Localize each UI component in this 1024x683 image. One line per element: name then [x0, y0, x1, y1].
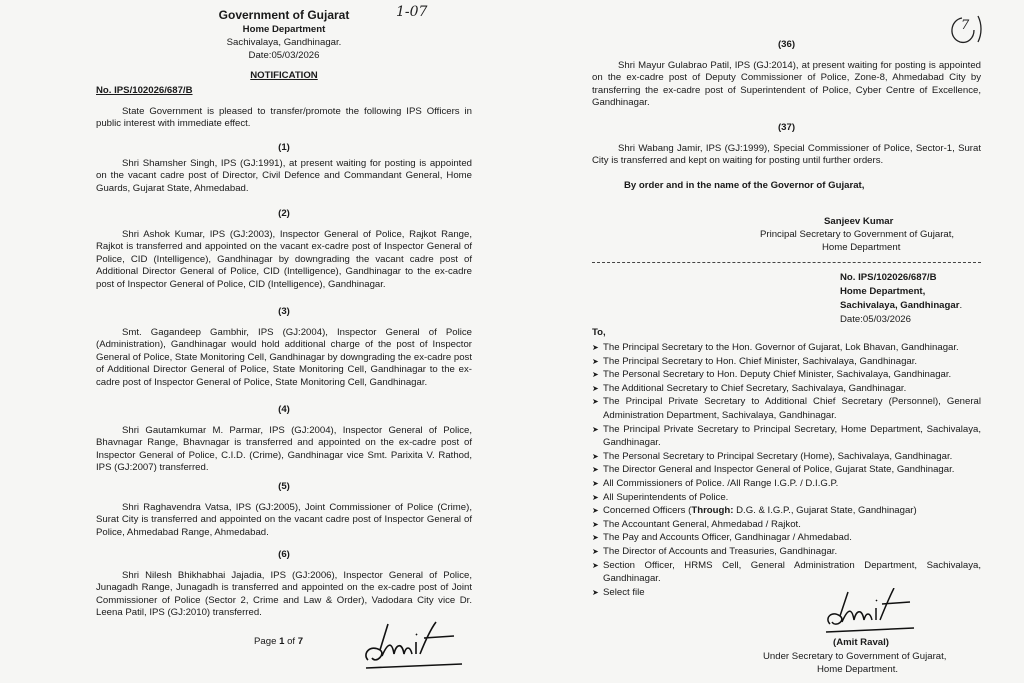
recipient-text: The Director General and Inspector General of Police, Gujarat State, Gandhinagar. [603, 464, 955, 476]
recipient-item [592, 463, 981, 477]
endorsement-place-text: Sachivalaya, Gandhinagar [840, 300, 960, 311]
signature-image [358, 620, 468, 672]
recipient-text: The Accountant General, Ahmedabad / Rajkot. [603, 518, 801, 530]
bullet-arrow-icon: ➤ [592, 519, 599, 529]
item-number: (4) [278, 404, 290, 415]
item-text: Smt. Gagandeep Gambhir, IPS (GJ:2004), Inspector General of Police (Administration), Gandhinagar would hold additional charge of the post of Inspector General of Police, State Monitoring Cell, Gandhinagar by downgrading the ex-cadre post of Additional Director General of Police, State Monitoring Cell, Gandhinagar to the ex-cadre post of Inspector General of Police, State Monitoring Cell, Gandhinagar. [96, 327, 472, 388]
recipient-item-select-file [592, 586, 981, 600]
item-number: (2) [278, 208, 290, 219]
recipient-item [592, 382, 981, 396]
item-text: Shri Shamsher Singh, IPS (GJ:1991), at present waiting for posting is appointed on the vacant cadre post of Director, Civil Defence and Commandant General, Home Guards, Gujarat State, Ahmedabad. [96, 158, 472, 194]
recipient-item [592, 423, 981, 450]
item-number: (5) [278, 481, 290, 492]
recipient-item [592, 450, 981, 464]
bullet-arrow-icon: ➤ [592, 478, 599, 488]
notification-number: No. IPS/102026/687/B [96, 85, 193, 96]
recipient-item [592, 368, 981, 382]
bullet-arrow-icon: ➤ [592, 587, 599, 597]
endorsement-place-end: . [959, 300, 963, 311]
bullet-arrow-icon: ➤ [592, 465, 599, 475]
department-name: Home Department [242, 24, 326, 35]
recipient-item [592, 395, 981, 422]
bullet-arrow-icon: ➤ [592, 356, 599, 366]
signatory-designation: Principal Secretary to Government of Gujarat, [760, 229, 955, 240]
recipient-text: The Additional Secretary to Chief Secretary, Sachivalaya, Gandhinagar. [603, 382, 907, 394]
recipient-item [592, 518, 981, 532]
bullet-arrow-icon: ➤ [592, 343, 599, 352]
bullet-arrow-icon: ➤ [592, 506, 599, 516]
page-mid: of [284, 636, 298, 647]
item-text: Shri Raghavendra Vatsa, IPS (GJ:2005), Joint Commissioner of Police (Crime), Surat City is transferred and appointed on the vacant cadre post of Inspector General of Police, Ahmedabad Range, Ahmedabad. [96, 502, 472, 538]
bullet-arrow-icon: ➤ [592, 397, 599, 407]
recipient-text: Select file [603, 586, 645, 598]
notification-date: Date:05/03/2026 [248, 50, 320, 61]
recipient-item [592, 341, 981, 355]
bullet-arrow-icon: ➤ [592, 424, 599, 434]
recipient-list [592, 341, 981, 599]
recipient-item [592, 531, 981, 545]
recipient-item [592, 477, 981, 491]
bullet-arrow-icon: ➤ [592, 546, 599, 556]
undersigned-name: (Amit Raval) [833, 637, 889, 648]
item-text: Shri Nilesh Bhikhabhai Jajadia, IPS (GJ:2006), Inspector General of Police, Junagadh Range, Junagadh is transferred and appointed on the ex-cadre post of Joint Commissioner of Police (Sector 2, Crime and Law & Order), Vadodara City vice Dr. Leena Patil, IPS (GJ:2010) transferred. [96, 570, 472, 619]
intro-paragraph: State Government is pleased to transfer/promote the following IPS Officers in public interest with immediate effect. [96, 106, 472, 130]
bullet-arrow-icon: ➤ [592, 370, 599, 380]
page-total: 7 [297, 636, 304, 647]
government-title: Government of Gujarat [218, 8, 350, 22]
recipient-text: The Principal Secretary to Hon. Chief Minister, Sachivalaya, Gandhinagar. [603, 355, 918, 367]
bullet-arrow-icon: ➤ [592, 492, 599, 502]
item-number: (1) [278, 142, 290, 153]
recipient-item [592, 355, 981, 369]
item-number: (3) [278, 306, 290, 317]
notification-page-1 [96, 0, 472, 683]
endorsement-number: No. IPS/102026/687/B [840, 272, 937, 283]
bullet-arrow-icon: ➤ [592, 383, 599, 393]
item-text: Shri Wabang Jamir, IPS (GJ:1999), Special Commissioner of Police, Sector-1, Surat City is transferred and kept on waiting for posting until further orders. [592, 143, 981, 167]
to-label: To, [592, 327, 606, 338]
recipient-text: The Principal Private Secretary to Principal Secretary, Home Department, Sachivalaya, Gandhinagar. [603, 423, 981, 449]
recipient-text: The Director of Accounts and Treasuries, Gandhinagar. [603, 545, 838, 557]
item-number: (36) [777, 39, 796, 50]
recipient-text: The Pay and Accounts Officer, Gandhinagar / Ahmedabad. [603, 532, 852, 544]
endorsement-date: Date:05/03/2026 [840, 314, 911, 325]
recipient-text: All Superintendents of Police. [603, 491, 729, 503]
recipient-text: D.G. & I.G.P., Gujarat State, Gandhinagar) [733, 505, 917, 517]
through-label: Through: [691, 505, 734, 517]
recipient-text: The Personal Secretary to Principal Secretary (Home), Sachivalaya, Gandhinagar. [603, 450, 953, 462]
recipient-text: The Principal Secretary to the Hon. Governor of Gujarat, Lok Bhavan, Gandhinagar. [603, 342, 959, 353]
recipient-item [592, 545, 981, 559]
recipient-text: The Principal Private Secretary to Additional Chief Secretary (Personnel), General Administration Department, Sachivalaya, Gandhinagar. [603, 396, 981, 421]
item-number: (6) [278, 549, 290, 560]
recipient-item-concerned [592, 504, 981, 518]
item-text: Shri Mayur Gulabrao Patil, IPS (GJ:2014), at present waiting for posting is appointed on the ex-cadre post of Deputy Commissioner of Police, Zone-8, Ahmedabad City by transferring the ex-cadre post of Superintendent of Police, Cyber Centre of Excellence, Gandhinagar. [592, 60, 981, 109]
handwritten-note: 1-07 [396, 4, 428, 20]
signatory-name: Sanjeev Kumar [824, 216, 894, 227]
page-prefix: Page [254, 636, 280, 647]
recipient-text: Section Officer, HRMS Cell, General Administration Department, Sachivalaya, Gandhinagar. [603, 559, 981, 585]
office-place: Sachivalaya, Gandhinagar. [226, 37, 342, 48]
item-text: Shri Gautamkumar M. Parmar, IPS (GJ:2004), Inspector General of Police, Bhavnagar Range, Bhavnagar is transferred and appointed on the ex-cadre post of Inspector General of Police, C.I.D. (Crime), Gandhinagar vice Smt. Parixita V. Rathod, IPS (GJ:2007) transferred. [96, 425, 472, 474]
item-text: Shri Ashok Kumar, IPS (GJ:2003), Inspector General of Police, Rajkot Range, Rajkot is transferred and appointed on the vacant ex-cadre post of Inspector General of Police, CID (Intelligence), Gandhinagar by downgrading the vacant cadre post of Additional Director General of Police, CID (Intelligence), Gandhinagar to the ex-cadre post of Inspector General of Police, CID (Intelligence), Gandhinagar. [96, 229, 472, 290]
bullet-arrow-icon: ➤ [592, 451, 599, 461]
endorsement-department: Home Department, [840, 286, 926, 297]
bullet-arrow-icon: ➤ [592, 533, 599, 543]
notification-heading: NOTIFICATION [250, 70, 318, 81]
page-indicator [254, 636, 303, 648]
bullet-arrow-icon: ➤ [592, 560, 599, 570]
notification-page-7 [592, 0, 981, 683]
handwritten-page-number: 7 [961, 18, 970, 33]
recipient-item [592, 559, 981, 586]
item-number: (37) [777, 122, 796, 133]
recipient-text: Concerned Officers ( [603, 505, 692, 517]
undersigned-department: Home Department. [817, 664, 899, 675]
recipient-item [592, 491, 981, 505]
undersigned-designation: Under Secretary to Government of Gujarat, [763, 651, 947, 662]
page-current: 1 [279, 636, 285, 647]
endorsement-place [840, 300, 962, 312]
recipient-text: All Commissioners of Police. /All Range I.G.P. / D.I.G.P. [603, 477, 839, 489]
signature-image [820, 588, 920, 636]
signatory-department: Home Department [822, 242, 901, 253]
order-line: By order and in the name of the Governor of Gujarat, [624, 180, 865, 191]
separator-line [592, 262, 981, 263]
recipient-text: The Personal Secretary to Hon. Deputy Chief Minister, Sachivalaya, Gandhinagar. [603, 369, 952, 381]
